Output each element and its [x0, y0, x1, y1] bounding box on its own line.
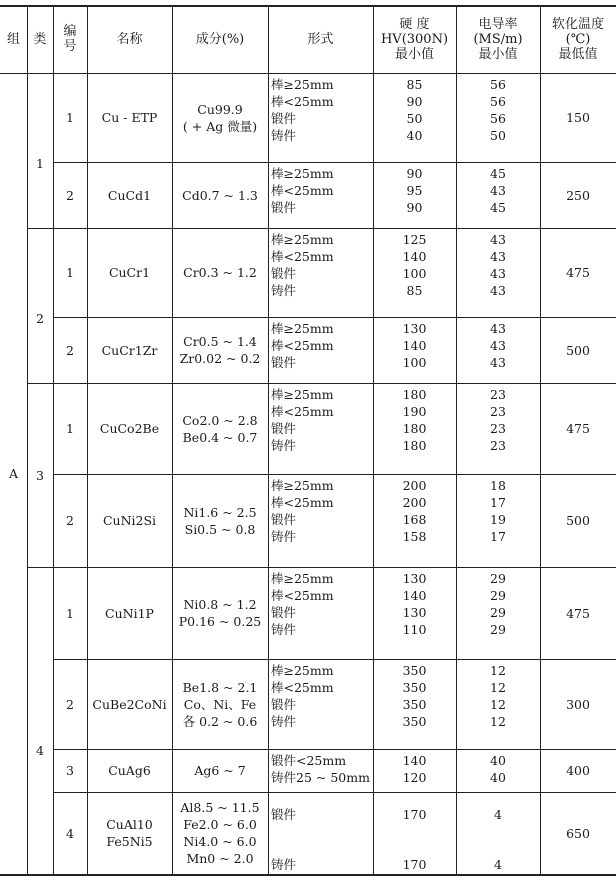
- conductivity-value-text: 23: [490, 387, 506, 402]
- alloy-name-text: CuNi2Si: [102, 513, 157, 528]
- hardness-value-text: 120: [402, 770, 427, 785]
- conductivity-value-text: 29: [490, 622, 506, 637]
- form-cell: [268, 767, 373, 788]
- form-cell-text: 锻件: [271, 111, 297, 126]
- form-cell-text: 棒<25mm: [271, 94, 334, 109]
- item-number-text: 1: [66, 265, 74, 280]
- form-cell-text: 铸件: [271, 714, 297, 729]
- form-cell-text: 铸件: [271, 622, 297, 637]
- alloy-composition-text: Al8.5 ~ 11.5 Fe2.0 ~ 6.0 Ni4.0 ~ 6.0 Mn0 ~ 2.0: [180, 800, 260, 866]
- form-cell-text: 棒≥25mm: [271, 478, 334, 493]
- form-cell-text: 铸件: [271, 128, 297, 143]
- alloy-name: [87, 749, 172, 792]
- alloy-name: [87, 474, 172, 567]
- alloy-name-text: CuCr1: [108, 265, 151, 280]
- alloy-name-text: CuAl10 Fe5Ni5: [106, 817, 153, 849]
- form-cell-text: 棒≥25mm: [271, 387, 334, 402]
- column-rule: [373, 5, 374, 874]
- softening-temp-text: 500: [566, 342, 590, 358]
- form-cell-text: 铸件: [271, 857, 297, 872]
- class-cell-text: 2: [36, 311, 44, 326]
- form-cell-text: 锻件: [271, 605, 297, 620]
- class-cell-text: 1: [36, 156, 44, 171]
- hardness-value: [373, 435, 456, 456]
- class-cell: [27, 228, 53, 383]
- item-number: [53, 474, 87, 567]
- conductivity-value-text: 40: [490, 753, 506, 768]
- class-cell-text: 3: [36, 467, 44, 483]
- alloy-composition-text: Ni0.8 ~ 1.2 P0.16 ~ 0.25: [178, 597, 262, 629]
- hardness-value-text: 85: [406, 77, 423, 92]
- conductivity-value-text: 29: [490, 588, 506, 603]
- softening-temp-text: 250: [566, 187, 590, 203]
- bottom-rule: [0, 874, 616, 876]
- hardness-value-text: 158: [402, 529, 427, 544]
- form-cell-text: 铸件: [271, 438, 297, 453]
- item-number: [53, 162, 87, 228]
- item-number: [53, 73, 87, 162]
- form-cell-text: 棒<25mm: [271, 404, 334, 419]
- hardness-value: [373, 767, 456, 788]
- form-cell: [268, 804, 373, 825]
- hardness-value-text: 350: [402, 663, 427, 678]
- column-rule: [456, 5, 457, 874]
- form-cell-text: 锻件: [271, 697, 297, 712]
- alloy-name-text: CuAg6: [108, 763, 151, 778]
- item-number-text: 2: [66, 342, 74, 358]
- alloy-name: [87, 162, 172, 228]
- form-cell-text: 棒<25mm: [271, 249, 334, 264]
- header-rule: [0, 73, 616, 74]
- alloy-composition-text: Co2.0 ~ 2.8 Be0.4 ~ 0.7: [182, 412, 258, 445]
- conductivity-value-text: 43: [490, 338, 506, 353]
- hardness-value: [373, 804, 456, 825]
- header-hardness-text: 硬 度 HV(300N) 最小值: [380, 16, 449, 62]
- hardness-value-text: 40: [406, 128, 423, 143]
- softening-temp: [540, 73, 616, 162]
- header-form: [268, 5, 373, 73]
- softening-temp: [540, 162, 616, 228]
- conductivity-value: [456, 125, 540, 146]
- class-cell: [27, 383, 53, 567]
- alloy-name: [87, 73, 172, 162]
- conductivity-value-text: 12: [490, 680, 506, 695]
- conductivity-value: [456, 435, 540, 456]
- conductivity-value-text: 45: [490, 166, 506, 181]
- alloy-composition: [172, 749, 268, 792]
- header-conductivity-text: 电导率 (MS/m) 最小值: [473, 16, 523, 62]
- alloy-composition: [172, 162, 268, 228]
- form-cell-text: 棒≥25mm: [271, 77, 334, 92]
- hardness-value-text: 100: [402, 355, 427, 370]
- form-cell-text: 铸件: [271, 529, 297, 544]
- form-cell-text: 铸件25 ~ 50mm: [271, 770, 370, 785]
- item-number: [53, 383, 87, 474]
- item-number-text: 3: [66, 763, 74, 778]
- hardness-value-text: 170: [402, 857, 427, 872]
- form-cell: [268, 280, 373, 301]
- conductivity-value-text: 23: [490, 404, 506, 419]
- conductivity-value-text: 4: [494, 807, 502, 822]
- softening-temp-text: 400: [566, 763, 590, 778]
- alloy-composition: [172, 474, 268, 567]
- conductivity-value: [456, 280, 540, 301]
- softening-temp-text: 650: [566, 825, 590, 841]
- class-cell: [27, 567, 53, 874]
- alloy-composition-text: Ni1.6 ~ 2.5 Si0.5 ~ 0.8: [183, 504, 257, 537]
- softening-temp: [540, 659, 616, 749]
- hardness-value: [373, 125, 456, 146]
- alloy-composition: [172, 228, 268, 317]
- hardness-value: [373, 711, 456, 732]
- hardness-value-text: 100: [402, 266, 427, 281]
- header-name-text: 名称: [116, 31, 143, 47]
- form-cell: [268, 619, 373, 640]
- header-class-text: 类: [33, 31, 47, 47]
- alloy-name: [87, 567, 172, 659]
- item-number: [53, 749, 87, 792]
- hardness-value-text: 90: [406, 94, 423, 109]
- form-cell: [268, 197, 373, 218]
- hardness-value-text: 200: [402, 478, 427, 493]
- conductivity-value-text: 56: [490, 94, 506, 109]
- form-cell-text: 棒<25mm: [271, 183, 334, 198]
- hardness-value-text: 90: [406, 200, 423, 215]
- form-cell-text: 棒≥25mm: [271, 166, 334, 181]
- hardness-value-text: 140: [402, 753, 427, 768]
- alloy-composition-text: Cd0.7 ~ 1.3: [182, 187, 258, 203]
- alloy-name-text: CuCr1Zr: [101, 342, 158, 358]
- alloy-composition: [172, 317, 268, 383]
- conductivity-value: [456, 767, 540, 788]
- alloy-composition-text: Be1.8 ~ 2.1 Co、Ni、Fe 各 0.2 ~ 0.6: [182, 679, 258, 729]
- hardness-value: [373, 280, 456, 301]
- conductivity-value-text: 43: [490, 232, 506, 247]
- alloy-composition: [172, 792, 268, 874]
- item-number: [53, 659, 87, 749]
- alloy-composition-text: Cr0.3 ~ 1.2: [183, 265, 257, 280]
- group-cell: [0, 73, 27, 874]
- column-rule: [53, 5, 54, 874]
- softening-temp-text: 500: [566, 513, 590, 528]
- hardness-value-text: 190: [402, 404, 427, 419]
- alloy-name: [87, 228, 172, 317]
- hardness-value-text: 130: [402, 605, 427, 620]
- alloy-name: [87, 383, 172, 474]
- conductivity-value-text: 40: [490, 770, 506, 785]
- softening-temp-text: 475: [566, 605, 590, 621]
- header-form-text: 形式: [307, 31, 334, 47]
- hardness-value-text: 180: [402, 421, 427, 436]
- hardness-value-text: 350: [402, 714, 427, 729]
- header-number-text: 编 号: [63, 24, 77, 54]
- header-composition-text: 成分(%): [195, 31, 245, 47]
- conductivity-value: [456, 526, 540, 547]
- form-cell: [268, 125, 373, 146]
- form-cell-text: 锻件: [271, 807, 297, 822]
- conductivity-value: [456, 854, 540, 875]
- column-rule: [27, 5, 28, 874]
- item-number-text: 2: [66, 187, 74, 203]
- conductivity-value-text: 19: [490, 512, 506, 527]
- header-softening: [540, 5, 616, 73]
- hardness-value-text: 350: [402, 680, 427, 695]
- conductivity-value-text: 12: [490, 714, 506, 729]
- conductivity-value-text: 45: [490, 200, 506, 215]
- item-number-text: 4: [66, 825, 74, 841]
- alloy-composition: [172, 383, 268, 474]
- header-group-text: 组: [6, 31, 20, 47]
- softening-temp: [540, 228, 616, 317]
- conductivity-value-text: 43: [490, 355, 506, 370]
- hardness-value-text: 140: [402, 249, 427, 264]
- conductivity-value: [456, 619, 540, 640]
- hardness-value-text: 350: [402, 697, 427, 712]
- conductivity-value-text: 43: [490, 183, 506, 198]
- softening-temp: [540, 474, 616, 567]
- form-cell-text: 棒<25mm: [271, 588, 334, 603]
- form-cell-text: 铸件: [271, 283, 297, 298]
- item-number-text: 1: [66, 110, 74, 125]
- conductivity-value-text: 23: [490, 421, 506, 436]
- column-rule: [172, 5, 173, 874]
- item-number: [53, 567, 87, 659]
- top-rule: [0, 5, 616, 7]
- form-cell-text: 锻件: [271, 512, 297, 527]
- item-number: [53, 792, 87, 874]
- item-number-text: 1: [66, 421, 74, 436]
- form-cell: [268, 711, 373, 732]
- header-group: [0, 5, 27, 73]
- alloy-composition-text: Ag6 ~ 7: [194, 763, 246, 778]
- form-cell-text: 锻件<25mm: [271, 753, 347, 768]
- alloy-composition-text: Cu99.9 ( + Ag 微量): [182, 101, 258, 134]
- hardness-value: [373, 197, 456, 218]
- softening-temp: [540, 567, 616, 659]
- alloy-name-text: CuBe2CoNi: [92, 696, 167, 712]
- hardness-value: [373, 854, 456, 875]
- form-cell-text: 棒≥25mm: [271, 571, 334, 586]
- item-number: [53, 228, 87, 317]
- header-class: [27, 5, 53, 73]
- group-cell-text: A: [8, 466, 19, 481]
- item-number-text: 1: [66, 605, 74, 621]
- conductivity-value-text: 12: [490, 697, 506, 712]
- class-cell: [27, 73, 53, 228]
- hardness-value-text: 140: [402, 338, 427, 353]
- alloy-composition: [172, 73, 268, 162]
- alloy-composition: [172, 659, 268, 749]
- conductivity-value-text: 50: [490, 128, 506, 143]
- hardness-value: [373, 352, 456, 373]
- alloy-name-text: CuNi1P: [105, 605, 154, 621]
- hardness-value-text: 168: [402, 512, 427, 527]
- conductivity-value: [456, 711, 540, 732]
- class-cell-text: 4: [36, 743, 44, 758]
- hardness-value-text: 50: [406, 111, 423, 126]
- hardness-value-text: 125: [402, 232, 427, 247]
- column-rule: [268, 5, 269, 874]
- conductivity-value-text: 29: [490, 605, 506, 620]
- alloy-name-text: CuCo2Be: [99, 421, 160, 436]
- conductivity-value-text: 23: [490, 438, 506, 453]
- softening-temp: [540, 792, 616, 874]
- form-cell-text: 锻件: [271, 355, 297, 370]
- form-cell-text: 棒<25mm: [271, 680, 334, 695]
- alloy-name-text: Cu - ETP: [101, 110, 158, 125]
- form-cell-text: 棒≥25mm: [271, 663, 334, 678]
- alloy-name: [87, 659, 172, 749]
- hardness-value-text: 170: [402, 807, 427, 822]
- conductivity-value-text: 12: [490, 663, 506, 678]
- conductivity-value: [456, 352, 540, 373]
- conductivity-value-text: 43: [490, 321, 506, 336]
- softening-temp-text: 300: [566, 696, 590, 712]
- hardness-value-text: 180: [402, 387, 427, 402]
- softening-temp: [540, 383, 616, 474]
- form-cell-text: 棒<25mm: [271, 338, 334, 353]
- conductivity-value: [456, 804, 540, 825]
- softening-temp-text: 150: [566, 110, 590, 125]
- softening-temp: [540, 749, 616, 792]
- form-cell: [268, 526, 373, 547]
- header-conductivity: [456, 5, 540, 73]
- conductivity-value: [456, 197, 540, 218]
- softening-temp: [540, 317, 616, 383]
- conductivity-value-text: 17: [490, 495, 506, 510]
- form-cell: [268, 352, 373, 373]
- alloy-composition: [172, 567, 268, 659]
- hardness-value-text: 90: [406, 166, 423, 181]
- header-number: [53, 5, 87, 73]
- header-name: [87, 5, 172, 73]
- conductivity-value-text: 56: [490, 111, 506, 126]
- hardness-value-text: 95: [406, 183, 423, 198]
- form-cell-text: 锻件: [271, 200, 297, 215]
- form-cell-text: 棒<25mm: [271, 495, 334, 510]
- hardness-value-text: 200: [402, 495, 427, 510]
- hardness-value-text: 140: [402, 588, 427, 603]
- conductivity-value-text: 18: [490, 478, 506, 493]
- hardness-value-text: 180: [402, 438, 427, 453]
- item-number-text: 2: [66, 513, 74, 528]
- alloy-name: [87, 792, 172, 874]
- form-cell-text: 棒≥25mm: [271, 232, 334, 247]
- alloy-composition-text: Cr0.5 ~ 1.4 Zr0.02 ~ 0.2: [179, 334, 261, 366]
- conductivity-value-text: 43: [490, 266, 506, 281]
- form-cell-text: 棒≥25mm: [271, 321, 334, 336]
- header-hardness: [373, 5, 456, 73]
- hardness-value-text: 110: [402, 622, 427, 637]
- header-composition: [172, 5, 268, 73]
- column-rule: [540, 5, 541, 874]
- hardness-value: [373, 619, 456, 640]
- conductivity-value-text: 4: [494, 857, 502, 872]
- conductivity-value-text: 29: [490, 571, 506, 586]
- hardness-value-text: 85: [406, 283, 423, 298]
- hardness-value: [373, 526, 456, 547]
- hardness-value-text: 130: [402, 571, 427, 586]
- conductivity-value-text: 43: [490, 249, 506, 264]
- conductivity-value-text: 17: [490, 529, 506, 544]
- form-cell-text: 锻件: [271, 421, 297, 436]
- conductivity-value-text: 56: [490, 77, 506, 92]
- form-cell-text: 锻件: [271, 266, 297, 281]
- column-rule: [87, 5, 88, 874]
- hardness-value-text: 130: [402, 321, 427, 336]
- alloy-name: [87, 317, 172, 383]
- header-softening-text: 软化温度 (℃) 最低值: [551, 16, 604, 62]
- item-number: [53, 317, 87, 383]
- softening-temp-text: 475: [566, 265, 590, 280]
- conductivity-value-text: 43: [490, 283, 506, 298]
- form-cell: [268, 854, 373, 875]
- item-number-text: 2: [66, 696, 74, 712]
- softening-temp-text: 475: [566, 421, 590, 436]
- alloy-name-text: CuCd1: [107, 187, 152, 203]
- form-cell: [268, 435, 373, 456]
